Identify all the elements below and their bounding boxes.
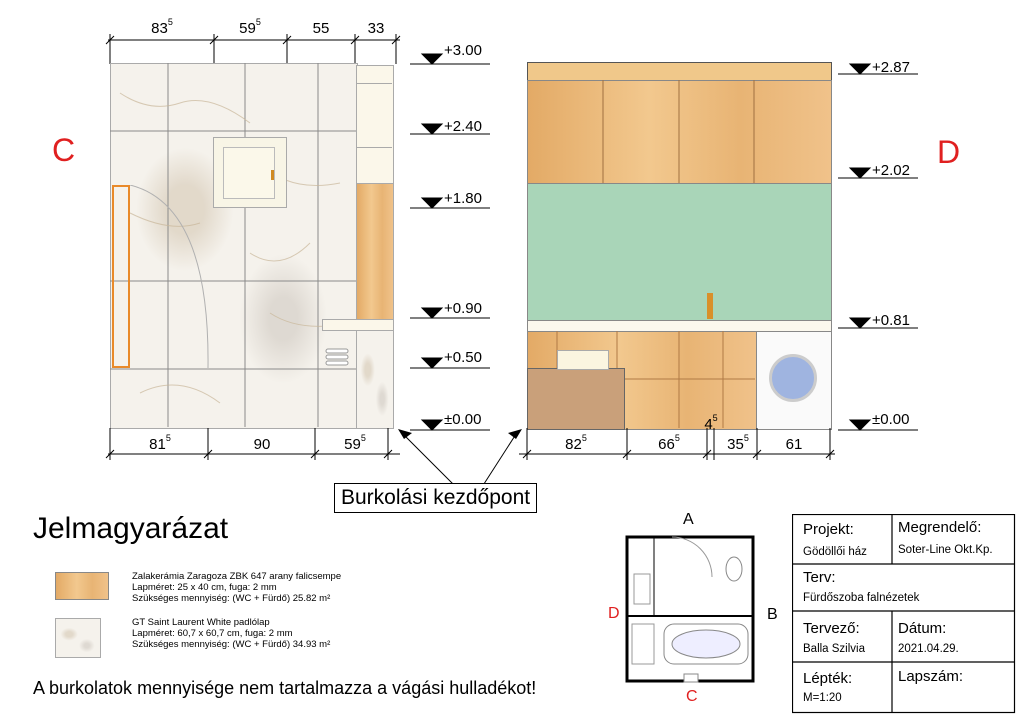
tb-megrendelo-label: Megrendelő: bbox=[898, 519, 982, 536]
tall-cabinet-divider-2 bbox=[356, 147, 392, 148]
d-vanity-cabinet bbox=[527, 368, 625, 430]
c-lower-panel bbox=[356, 330, 394, 429]
legend-item-1-name: Zalakerámia Zaragoza ZBK 647 arany falicsempe bbox=[132, 571, 342, 582]
legend-item-1-size: Lapméret: 25 x 40 cm, fuga: 2 mm bbox=[132, 582, 277, 593]
c-level-3: +1.80 bbox=[444, 190, 482, 207]
legend-item-1 bbox=[132, 571, 341, 604]
c-level-1: +3.00 bbox=[444, 42, 482, 59]
tb-leptek-value: M=1:20 bbox=[803, 692, 842, 704]
d-towels bbox=[557, 350, 609, 370]
c-level-4: +0.90 bbox=[444, 300, 482, 317]
shower-glass-frame bbox=[112, 185, 130, 368]
d-upper-cabinet-doors bbox=[527, 80, 830, 183]
legend-title: Jelmagyarázat bbox=[33, 512, 229, 545]
tb-lapszam-label: Lapszám: bbox=[898, 668, 964, 685]
c-bottom-dim-2: 90 bbox=[253, 436, 271, 453]
tb-tervezo-value: Balla Szilvia bbox=[803, 643, 865, 655]
d-small-dim: $4^5$ bbox=[704, 413, 718, 433]
tb-tervezo-label: Tervező: bbox=[803, 620, 860, 637]
d-top-trim bbox=[527, 62, 832, 82]
towel-heater-icon bbox=[322, 347, 352, 367]
elevation-c-label: C bbox=[52, 132, 76, 168]
window-handle bbox=[271, 170, 274, 180]
legend-item-1-qty: Szükséges mennyiség: (WC + Fürdő) 25.82 m² bbox=[132, 593, 331, 604]
c-level-5: +0.50 bbox=[444, 349, 482, 366]
plan-label-c: C bbox=[686, 688, 698, 705]
d-level-4: ±0.00 bbox=[872, 411, 910, 428]
tb-projekt-label: Projekt: bbox=[803, 521, 854, 538]
plan-label-a: A bbox=[683, 511, 694, 528]
d-level-1: +2.87 bbox=[872, 59, 910, 76]
d-level-markers bbox=[838, 50, 928, 440]
c-top-dim-1: $83^5$ bbox=[151, 17, 173, 37]
tb-terv-label: Terv: bbox=[803, 569, 836, 586]
plan-label-d: D bbox=[608, 605, 620, 622]
d-bottom-dim-4: 61 bbox=[785, 436, 803, 453]
c-level-6: ±0.00 bbox=[444, 411, 482, 428]
plan-drawing bbox=[624, 534, 756, 684]
tall-cabinet-divider bbox=[356, 83, 392, 84]
c-level-markers bbox=[410, 40, 500, 440]
tb-megrendelo-value: Soter-Line Okt.Kp. bbox=[898, 544, 993, 556]
d-bottom-dim-3: $35^5$ bbox=[727, 433, 749, 453]
c-level-2: +2.40 bbox=[444, 118, 482, 135]
d-bottom-dim-1: $82^5$ bbox=[565, 433, 587, 453]
washing-machine-drum bbox=[769, 354, 817, 402]
shower-glass-curve bbox=[130, 185, 210, 368]
d-level-2: +2.02 bbox=[872, 162, 910, 179]
d-green-wall bbox=[527, 183, 832, 322]
legend-swatch-marble bbox=[55, 618, 101, 658]
legend-item-2-name: GT Saint Laurent White padlólap bbox=[132, 617, 270, 628]
elevation-d-label: D bbox=[937, 134, 961, 170]
c-top-dim-3: 55 bbox=[312, 20, 330, 37]
legend-item-2 bbox=[132, 617, 330, 650]
c-bottom-dim-1: $81^5$ bbox=[149, 433, 171, 453]
window-pane bbox=[223, 147, 275, 199]
legend-swatch-wood bbox=[55, 572, 109, 600]
d-bottom-dim-2: $66^5$ bbox=[658, 433, 680, 453]
c-wood-panel bbox=[356, 183, 394, 321]
tb-terv-value: Fürdőszoba falnézetek bbox=[803, 592, 920, 604]
tb-leptek-label: Lépték: bbox=[803, 670, 853, 687]
plan-label-b: B bbox=[767, 606, 778, 623]
start-point-label: Burkolási kezdőpont bbox=[334, 483, 537, 513]
c-top-dim-2: $59^5$ bbox=[239, 17, 261, 37]
tb-projekt-value: Gödöllői ház bbox=[803, 546, 867, 558]
c-top-dim-4: 33 bbox=[367, 20, 385, 37]
c-bottom-dim-3: $59^5$ bbox=[344, 433, 366, 453]
legend-item-2-qty: Szükséges mennyiség: (WC + Fürdő) 34.93 m² bbox=[132, 639, 331, 650]
tb-datum-value: 2021.04.29. bbox=[898, 643, 959, 655]
d-level-3: +0.81 bbox=[872, 312, 910, 329]
tb-datum-label: Dátum: bbox=[898, 620, 947, 637]
legend-item-2-size: Lapméret: 60,7 x 60,7 cm, fuga: 2 mm bbox=[132, 628, 293, 639]
legend-note: A burkolatok mennyisége nem tartalmazza a vágási hulladékot! bbox=[33, 678, 537, 698]
faucet bbox=[707, 293, 713, 319]
